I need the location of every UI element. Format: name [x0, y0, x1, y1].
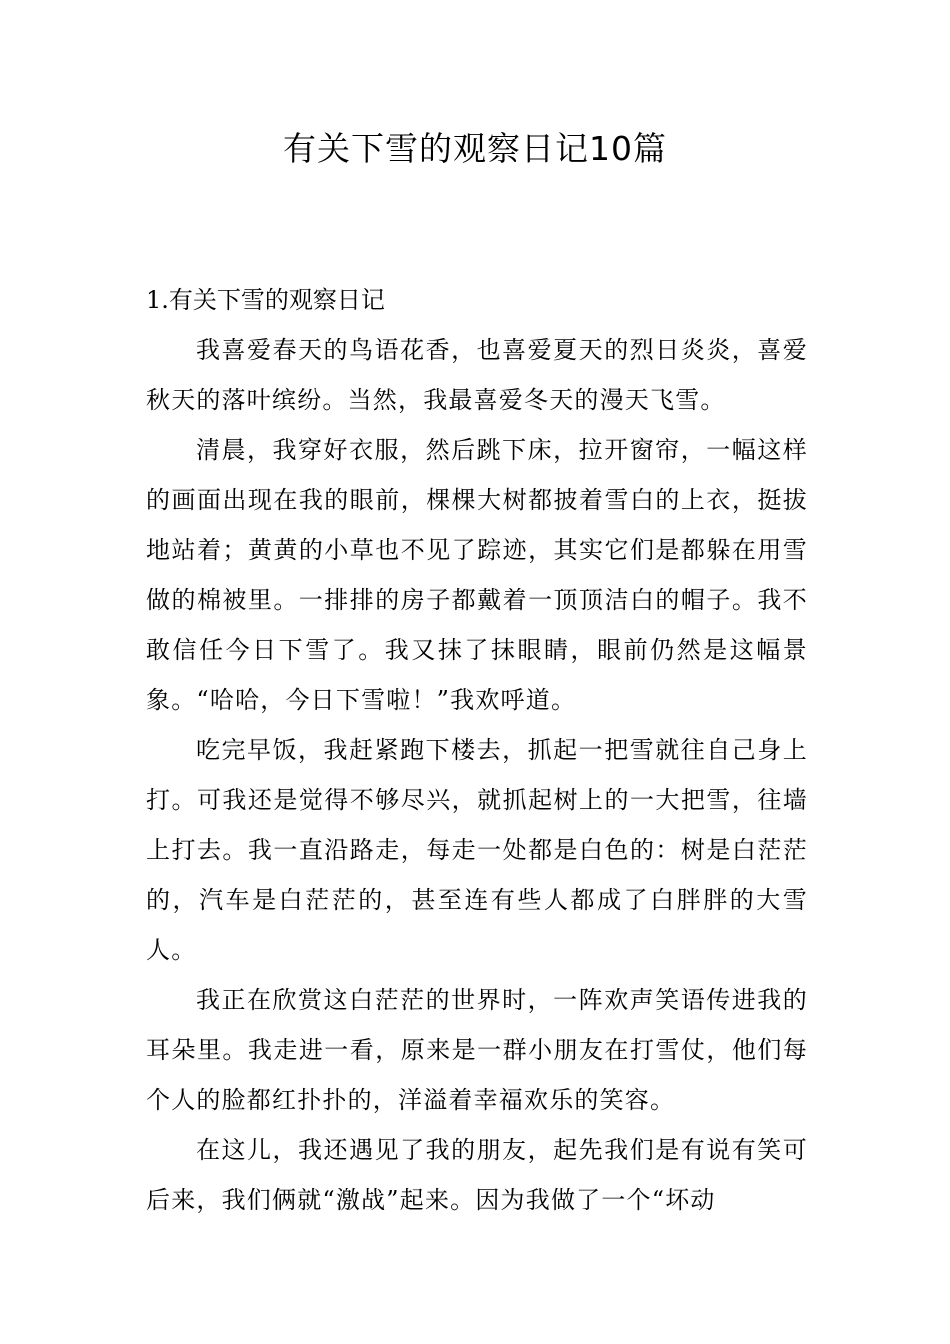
- paragraph-3: 吃完早饭，我赶紧跑下楼去，抓起一把雪就往自己身上打。可我还是觉得不够尽兴，就抓起树上的一大把雪，往墙上打去。我一直沿路走，每走一处都是白色的：树是白茫茫的，汽车是白茫茫的，甚至连有些人都成了白胖胖的大雪人。: [146, 736, 808, 964]
- paragraph-2: 清晨，我穿好衣服，然后跳下床，拉开窗帘，一幅这样的画面出现在我的眼前，棵棵大树都披着雪白的上衣，挺拔地站着；黄黄的小草也不见了踪迹，其实它们是都躲在用雪做的棉被里。一排排的房子都戴着一顶顶洁白的帽子。我不敢信任今日下雪了。我又抹了抹眼睛，眼前仍然是这幅景象。“哈哈，今日下雪啦！”我欢呼道。: [146, 436, 808, 714]
- section-heading: 1.有关下雪的观察日记: [146, 286, 385, 314]
- document-title: 有关下雪的观察日记10篇: [283, 129, 667, 168]
- paragraph-4: 我正在欣赏这白茫茫的世界时，一阵欢声笑语传进我的耳朵里。我走进一看，原来是一群小朋友在打雪仗，他们每个人的脸都红扑扑的，洋溢着幸福欢乐的笑容。: [146, 986, 808, 1114]
- paragraph-5: 在这儿，我还遇见了我的朋友，起先我们是有说有笑可后来，我们俩就“激战”起来。因为我做了一个“坏动: [146, 1136, 808, 1214]
- paragraph-1: 我喜爱春天的鸟语花香，也喜爱夏天的烈日炎炎，喜爱秋天的落叶缤纷。当然，我最喜爱冬天的漫天飞雪。: [146, 336, 808, 414]
- document-body: [146, 275, 808, 1225]
